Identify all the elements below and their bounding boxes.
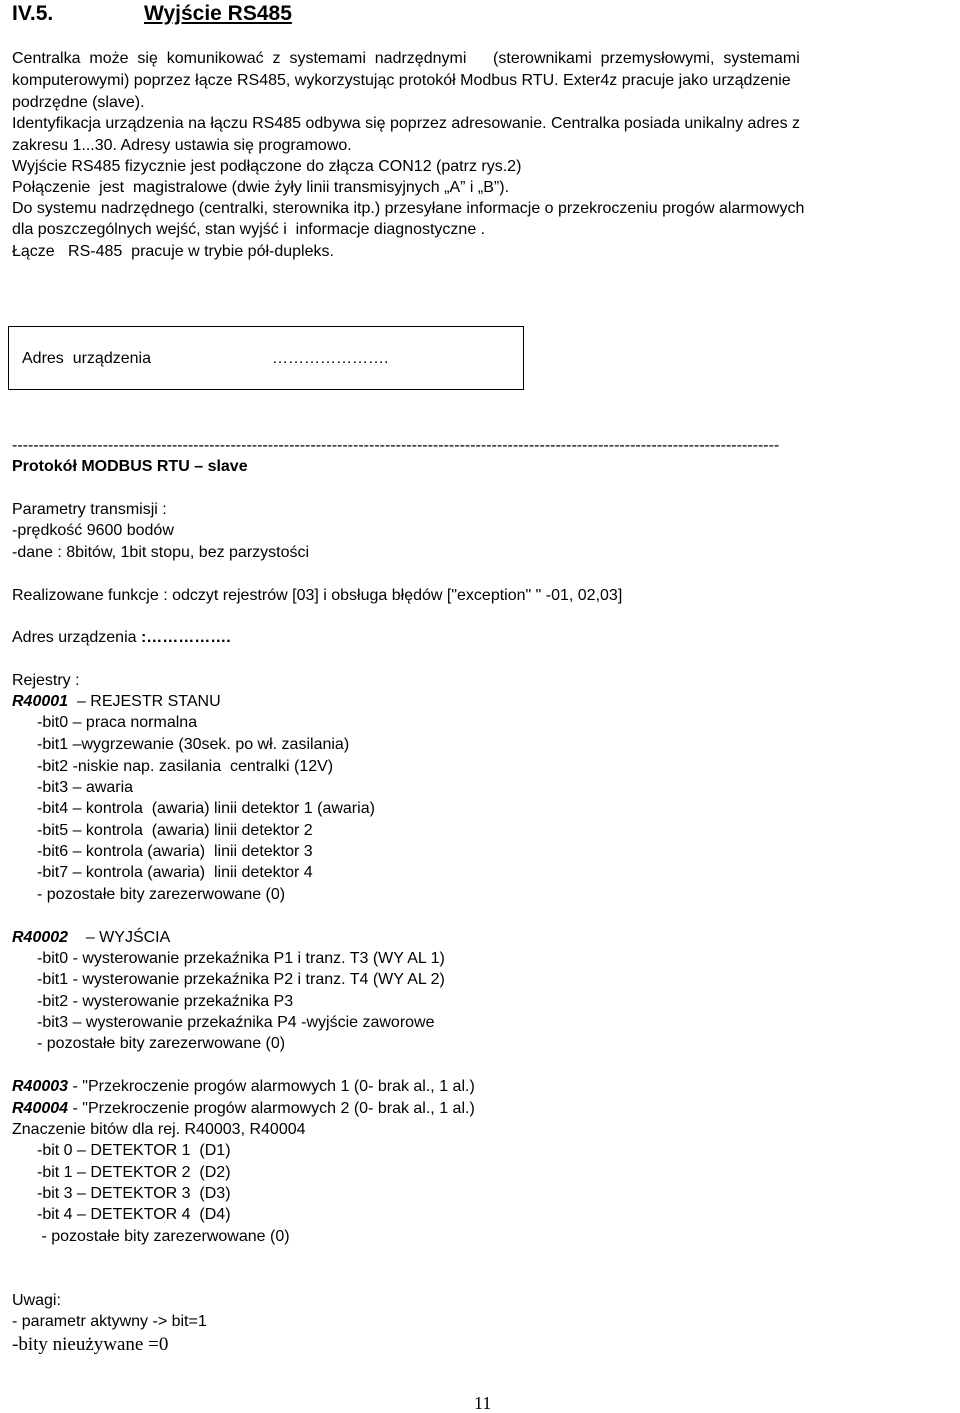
- address-line: [12, 628, 231, 648]
- meaning-rest: - pozostałe bity zarezerwowane (0): [37, 1228, 290, 1245]
- register-r40001: [12, 692, 221, 712]
- section-title: Wyjście RS485: [144, 2, 292, 25]
- intro-line: zakresu 1...30. Adresy ustawia się programowo.: [12, 137, 352, 154]
- intro-line: Połączenie jest magistralowe (dwie żyły linii transmisyjnych „A” i „B”).: [12, 179, 510, 196]
- address-box-label: Adres urządzenia: [22, 350, 151, 367]
- address-box-value: ………………….: [272, 350, 389, 367]
- meaning-title: Znaczenie bitów dla rej. R40003, R40004: [12, 1121, 306, 1138]
- register-bit: -bit1 - wysterowanie przekaźnika P2 i tranz. T4 (WY AL 2): [37, 971, 445, 988]
- register-bit: -bit0 - wysterowanie przekaźnika P1 i tranz. T3 (WY AL 1): [37, 950, 445, 967]
- register-bit: -bit7 – kontrola (awaria) linii detektor 4: [37, 864, 313, 881]
- page-number: 11: [474, 1393, 492, 1413]
- notes-line: - parametr aktywny -> bit=1: [12, 1313, 207, 1330]
- register-name: R40001: [12, 693, 69, 710]
- intro-line: Wyjście RS485 fizycznie jest podłączone do złącza CON12 (patrz rys.2): [12, 158, 522, 175]
- register-bit: -bit2 -niskie nap. zasilania centralki (12V): [37, 758, 334, 775]
- register-bit: -bit0 – praca normalna: [37, 714, 198, 731]
- register-bit: -bit1 –wygrzewanie (30sek. po wł. zasilania): [37, 736, 350, 753]
- register-r40004: [12, 1099, 475, 1119]
- register-text: - "Przekroczenie progów alarmowych 2 (0- brak al., 1 al.): [68, 1100, 475, 1117]
- register-bit: -bit5 – kontrola (awaria) linii detektor 2: [37, 822, 313, 839]
- register-name: R40002: [12, 929, 69, 946]
- register-name: R40003: [12, 1078, 69, 1095]
- functions-line: Realizowane funkcje : odczyt rejestrów [03] i obsługa błędów ["exception" " -01, 02,03]: [12, 587, 623, 604]
- section-number: IV.5.: [12, 2, 54, 25]
- register-bit: -bit6 – kontrola (awaria) linii detektor 3: [37, 843, 313, 860]
- register-bit: -bit3 – wysterowanie przekaźnika P4 -wyjście zaworowe: [37, 1014, 435, 1031]
- meaning-bit: -bit 0 – DETEKTOR 1 (D1): [37, 1142, 231, 1159]
- register-name: R40004: [12, 1100, 69, 1117]
- address-line-label: Adres urządzenia: [12, 629, 141, 646]
- register-bit: - pozostałe bity zarezerwowane (0): [37, 886, 286, 903]
- intro-line: podrzędne (slave).: [12, 94, 145, 111]
- params-label: Parametry transmisji :: [12, 501, 167, 518]
- register-r40003: [12, 1077, 475, 1097]
- register-title: – WYJŚCIA: [68, 929, 171, 946]
- register-bit: -bit3 – awaria: [37, 779, 134, 796]
- meaning-bit: -bit 1 – DETEKTOR 2 (D2): [37, 1164, 231, 1181]
- intro-line: dla poszczególnych wejść, stan wyjść i informacje diagnostyczne .: [12, 221, 486, 238]
- intro-line: Łącze RS-485 pracuje w trybie pół-dupleks.: [12, 243, 334, 260]
- params-speed: -prędkość 9600 bodów: [12, 522, 174, 539]
- meaning-bit: -bit 3 – DETEKTOR 3 (D3): [37, 1185, 231, 1202]
- register-r40002: [12, 928, 170, 948]
- intro-line: Identyfikacja urządzenia na łączu RS485 odbywa się poprzez adresowanie. Centralka posiada unikalny adres z: [12, 115, 801, 132]
- notes-line: -bity nieużywane =0: [12, 1334, 169, 1355]
- dashed-separator: ------------------------------------------------------------------------------------------------------------------------------------------------: [12, 437, 780, 454]
- register-title: – REJESTR STANU: [68, 693, 221, 710]
- register-text: - "Przekroczenie progów alarmowych 1 (0- brak al., 1 al.): [68, 1078, 475, 1095]
- intro-line: komputerowymi) poprzez łącze RS485, wykorzystując protokół Modbus RTU. Exter4z pracuje jako urządzenie: [12, 72, 791, 89]
- intro-line: Do systemu nadrzędnego (centralki, sterownika itp.) przesyłane informacje o przekroczeniu progów alarmowych: [12, 200, 805, 217]
- notes-label: Uwagi:: [12, 1292, 61, 1309]
- params-data: -dane : 8bitów, 1bit stopu, bez parzystości: [12, 544, 310, 561]
- register-bit: -bit4 – kontrola (awaria) linii detektor 1 (awaria): [37, 800, 375, 817]
- registers-label: Rejestry :: [12, 672, 80, 689]
- protocol-title: Protokół MODBUS RTU – slave: [12, 458, 248, 475]
- intro-line: Centralka może się komunikować z systemami nadrzędnymi (sterownikami przemysłowymi, systemami: [12, 50, 800, 67]
- register-bit: - pozostałe bity zarezerwowane (0): [37, 1035, 286, 1052]
- meaning-bit: -bit 4 – DETEKTOR 4 (D4): [37, 1206, 231, 1223]
- address-line-value: :…………….: [140, 629, 231, 646]
- register-bit: -bit2 - wysterowanie przekaźnika P3: [37, 993, 294, 1010]
